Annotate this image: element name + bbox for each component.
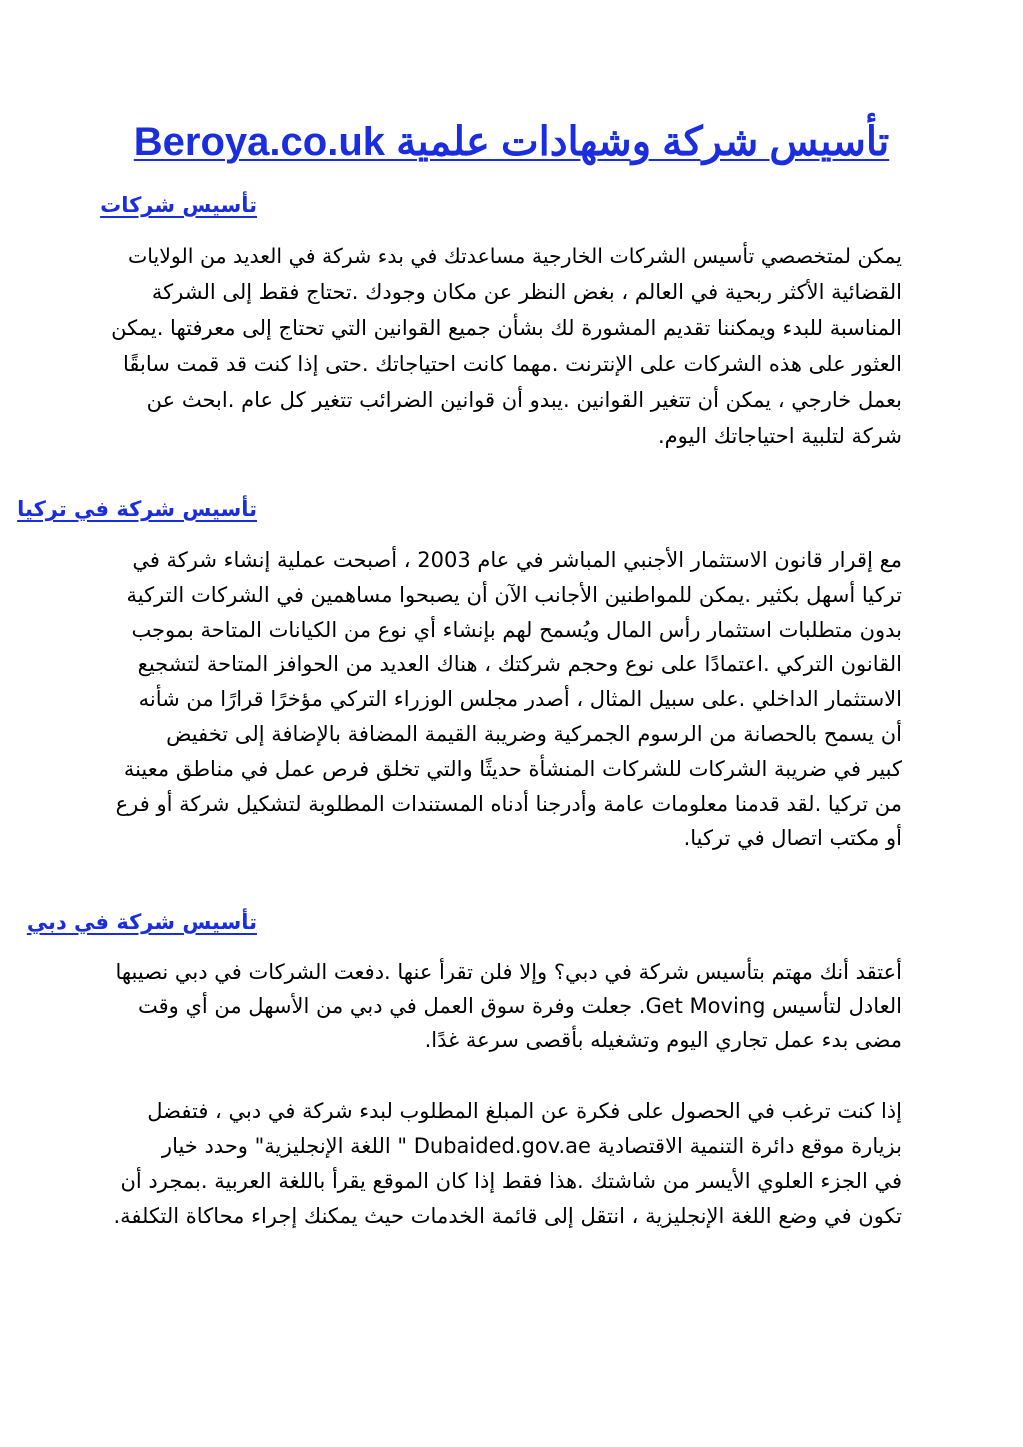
- paragraph-line: مضى بدء عمل تجاري اليوم وتشغيله بأقصى سرعة غدًا.: [424, 1028, 902, 1052]
- section-2-paragraph: [110, 543, 902, 856]
- paragraph-line: في الجزء العلوي الأيسر من شاشتك .هذا فقط إذا كان الموقع يقرأ باللغة العربية .بمجرد أن: [120, 1169, 902, 1193]
- page-title: تأسيس شركة وشهادات علمية Beroya.co.uk: [133, 120, 890, 164]
- paragraph-line: تركيا أسهل بكثير .يمكن للمواطنين الأجانب الآن أن يصبحوا مساهمين في الشركات التركية: [126, 582, 902, 607]
- paragraph-line: القانون التركي .اعتمادًا على نوع وحجم شركتك ، هناك العديد من الحوافز المتاحة لتشجيع: [137, 652, 902, 677]
- paragraph-line: أن يسمح بالحصانة من الرسوم الجمركية وضريبة القيمة المضافة بالإضافة إلى تخفيض: [166, 721, 902, 746]
- paragraph-line: كبير في ضريبة الشركات للشركات المنشأة حديثًا والتي تخلق فرص عمل في مناطق معينة: [123, 756, 902, 781]
- paragraph-line: أعتقد أنك مهتم بتأسيس شركة في دبي؟ وإلا فلن تقرأ عنها .دفعت الشركات في دبي نصيبها: [115, 960, 902, 984]
- paragraph-line: إذا كنت ترغب في الحصول على فكرة عن المبلغ المطلوب لبدء شركة في دبي ، فتفضل: [147, 1099, 902, 1123]
- paragraph-line: بعمل خارجي ، يمكن أن تتغير القوانين .يبدو أن قوانين الضرائب تتغير كل عام .ابحث عن: [146, 388, 902, 412]
- paragraph-line: بزيارة موقع دائرة التنمية الاقتصادية Dubaided.gov.ae " اللغة الإنجليزية" وحدد خيار: [161, 1134, 902, 1158]
- paragraph-line: العادل لتأسيس Get Moving. جعلت وفرة سوق العمل في دبي من الأسهل من أي وقت: [137, 994, 902, 1018]
- paragraph-line: الاستثمار الداخلي .على سبيل المثال ، أصدر مجلس الوزراء التركي مؤخرًا قرارًا من شأنه: [138, 687, 902, 712]
- paragraph-line: تكون في وضع اللغة الإنجليزية ، انتقل إلى قائمة الخدمات حيث يمكنك إجراء محاكاة التكلفة.: [113, 1204, 902, 1228]
- paragraph-line: مع إقرار قانون الاستثمار الأجنبي المباشر في عام 2003 ، أصبحت عملية إنشاء شركة في: [132, 548, 902, 572]
- section-3-paragraph-2: [110, 1094, 902, 1234]
- paragraph-line: من تركيا .لقد قدمنا معلومات عامة وأدرجنا أدناه المستندات المطلوبة لتشكيل شركة أو فرع: [115, 791, 902, 816]
- section-heading-company-formation: تأسيس شركات: [100, 193, 257, 217]
- section-heading-turkey: تأسيس شركة في تركيا: [17, 497, 257, 521]
- paragraph-line: العثور على هذه الشركات على الإنترنت .مهما كانت احتياجاتك .حتى إذا كنت قد قمت سابقًا: [123, 352, 902, 376]
- paragraph-line: القضائية الأكثر ربحية في العالم ، بغض النظر عن مكان وجودك .تحتاج فقط إلى الشركة: [151, 280, 902, 304]
- paragraph-line: شركة لتلبية احتياجاتك اليوم.: [658, 424, 902, 448]
- section-3-paragraph-1: [110, 955, 902, 1057]
- section-1-paragraph: [110, 238, 902, 454]
- section-heading-dubai: تأسيس شركة في دبي: [26, 910, 257, 934]
- paragraph-line: يمكن لمتخصصي تأسيس الشركات الخارجية مساعدتك في بدء شركة في العديد من الولايات: [127, 244, 902, 268]
- paragraph-line: بدون متطلبات استثمار رأس المال ويُسمح لهم بإنشاء أي نوع من الكيانات المتاحة بموجب: [131, 617, 902, 642]
- paragraph-line: أو مكتب اتصال في تركيا.: [683, 826, 902, 851]
- paragraph-line: المناسبة للبدء ويمكننا تقديم المشورة لك بشأن جميع القوانين التي تحتاج إلى معرفتها .يمكن: [111, 316, 902, 340]
